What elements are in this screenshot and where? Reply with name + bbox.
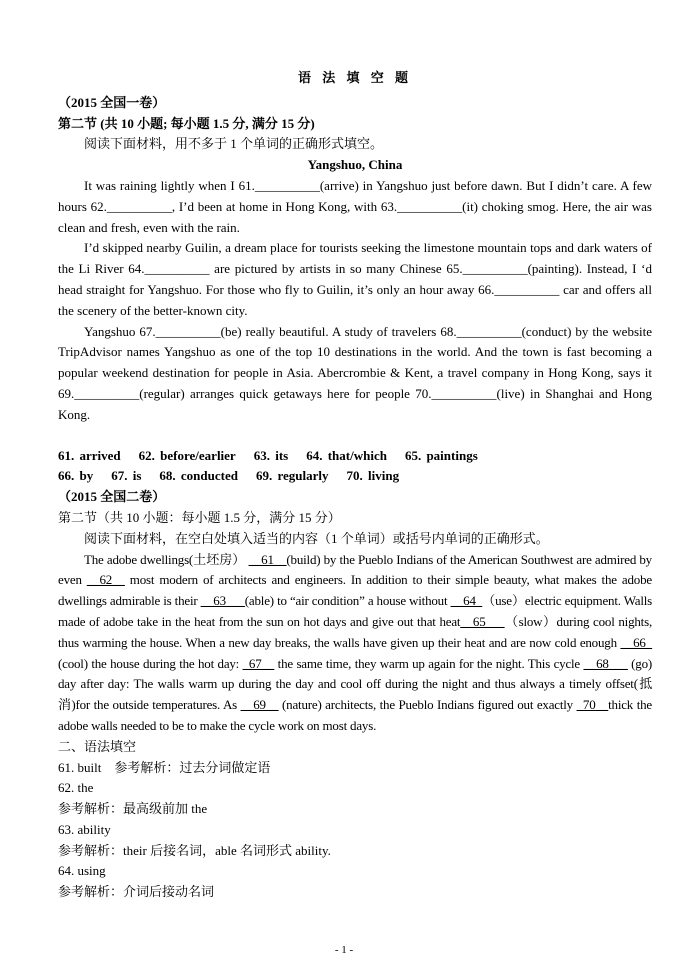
s2-text-e: （use）electric equipment. Walls made of adobe take in the heat from the sun on hot days and give out that heat bbox=[58, 593, 653, 629]
answer-61: 61. arrived bbox=[58, 447, 121, 463]
s2-text-c: most modern of architects and engineers. In addition to their simple beauty, what makes the adobe dwellings admirable is their bbox=[58, 572, 652, 609]
s2-text-a: The adobe dwellings(土坯房） bbox=[84, 551, 246, 567]
answer-65: 65. paintings bbox=[404, 447, 478, 463]
explanation-63: 参考解析：their 后接名词，able 名词形式 ability. bbox=[58, 842, 331, 858]
blank-67: _67__ bbox=[242, 655, 275, 671]
answer-70: 70. living bbox=[346, 468, 400, 484]
document-page bbox=[58, 68, 652, 903]
s2-text-b: (build) by the Pueblo Indians of the American Southwest are admired by even bbox=[58, 551, 652, 588]
s2-text-i: (go) day after day: The walls warm up during the day and cool off during the night and thus always a timely offset(抵消)for the outside temperatures. As bbox=[58, 655, 653, 713]
blank-70: _70__ bbox=[576, 697, 609, 713]
passage-title: Yangshuo, China bbox=[307, 157, 403, 173]
blank-61: __61__ bbox=[248, 551, 287, 567]
analysis-62: 62. the bbox=[58, 780, 94, 796]
s2-text-g: (cool) the house during the hot day: bbox=[58, 655, 240, 671]
answer-68: 68. conducted bbox=[159, 468, 238, 484]
answer-63: 63. its bbox=[253, 447, 289, 463]
analysis-64: 64. using bbox=[58, 863, 106, 879]
section2-heading: 第二节（共 10 小题：每小题 1.5 分，满分 15 分） bbox=[58, 509, 341, 525]
analysis-heading: 二、语法填空 bbox=[58, 738, 137, 754]
answer-67: 67. is bbox=[111, 468, 142, 484]
s2-text-h: the same time, they warm up again for the night. This cycle bbox=[277, 655, 581, 671]
blank-62: __62__ bbox=[86, 572, 125, 588]
section2-paragraph bbox=[58, 550, 652, 737]
answer-69: 69. regularly bbox=[255, 468, 329, 484]
explanation-62: 参考解析：最高级前加 the bbox=[58, 801, 208, 817]
blank-65: __65___ bbox=[460, 613, 505, 629]
section2-instruction: 阅读下面材料，在空白处填入适当的内容（1 个单词）或括号内单词的正确形式。 bbox=[84, 530, 549, 546]
section1-heading: 第二节 (共 10 小题; 每小题 1.5 分, 满分 15 分) bbox=[58, 115, 315, 131]
blank-64: __64_ bbox=[450, 593, 483, 609]
section2-year: （2015 全国二卷） bbox=[58, 489, 166, 505]
answer-64: 64. that/which bbox=[306, 447, 387, 463]
blank-69: __69__ bbox=[240, 697, 279, 713]
answer-62: 62. before/earlier bbox=[138, 447, 236, 463]
section1-paragraph-2: I’d skipped nearby Guilin, a dream place for tourists seeking the limestone mountain tops and dark waters of the Li River 64.__________ are pictured by artists in so many Chinese 65.__________(painting). Instead, I ‘d head straight for Yangshuo. For those who fly to Guilin, it’s only an hour away 66.__________ car and offers all the scenery of the better-known city. bbox=[58, 240, 652, 318]
section1-instruction: 阅读下面材料，用不多于 1 个单词的正确形式填空。 bbox=[84, 136, 384, 152]
blank-68: __68___ bbox=[583, 655, 628, 671]
s2-text-d: (able) to “air condition” a house without bbox=[244, 593, 448, 609]
section1-paragraph-1: It was raining lightly when I 61.__________(arrive) in Yangshuo just before dawn. But I didn’t care. A few hours 62.__________, I’d been at home in Hong Kong, with 63.__________(it) choking smog. Here, the air was clean and fresh, even with the rain. bbox=[58, 177, 652, 235]
blank-66: __66_ bbox=[620, 634, 652, 650]
analysis-61: 61. built 参考解析：过去分词做定语 bbox=[58, 759, 271, 775]
s2-text-j: (nature) architects, the Pueblo Indians figured out exactly bbox=[282, 697, 573, 713]
section1-year: （2015 全国一卷） bbox=[58, 94, 166, 110]
answers-row-2 bbox=[58, 466, 652, 487]
s2-text-f: （slow）during cool nights, thus warming the house. When a new day breaks, the walls have given up their heat and are now cold enough bbox=[58, 613, 652, 650]
blank-63: __63___ bbox=[200, 593, 245, 609]
section1-paragraph-3: Yangshuo 67.__________(be) really beautiful. A study of travelers 68.__________(conduct) by the website TripAdvisor names Yangshuo as one of the top 10 destinations in the world. And the town is fast becoming a popular weekend destination for people in Asia. Abercrombie & Kent, a travel company in Hong Kong, says it 69.__________(regular) arranges quick getaways here for people 70.__________(live) in Shanghai and Hong Kong. bbox=[58, 323, 652, 422]
analysis-63: 63. ability bbox=[58, 821, 111, 837]
answers-row-1 bbox=[58, 446, 652, 467]
answer-66: 66. by bbox=[58, 468, 94, 484]
s2-text-k: thick the adobe walls needed to be to make the cycle work on most days. bbox=[58, 697, 652, 733]
page-number: - 1 - bbox=[334, 944, 354, 956]
explanation-64: 参考解析：介词后接动名词 bbox=[58, 884, 215, 900]
doc-title: 语 法 填 空 题 bbox=[297, 70, 412, 85]
